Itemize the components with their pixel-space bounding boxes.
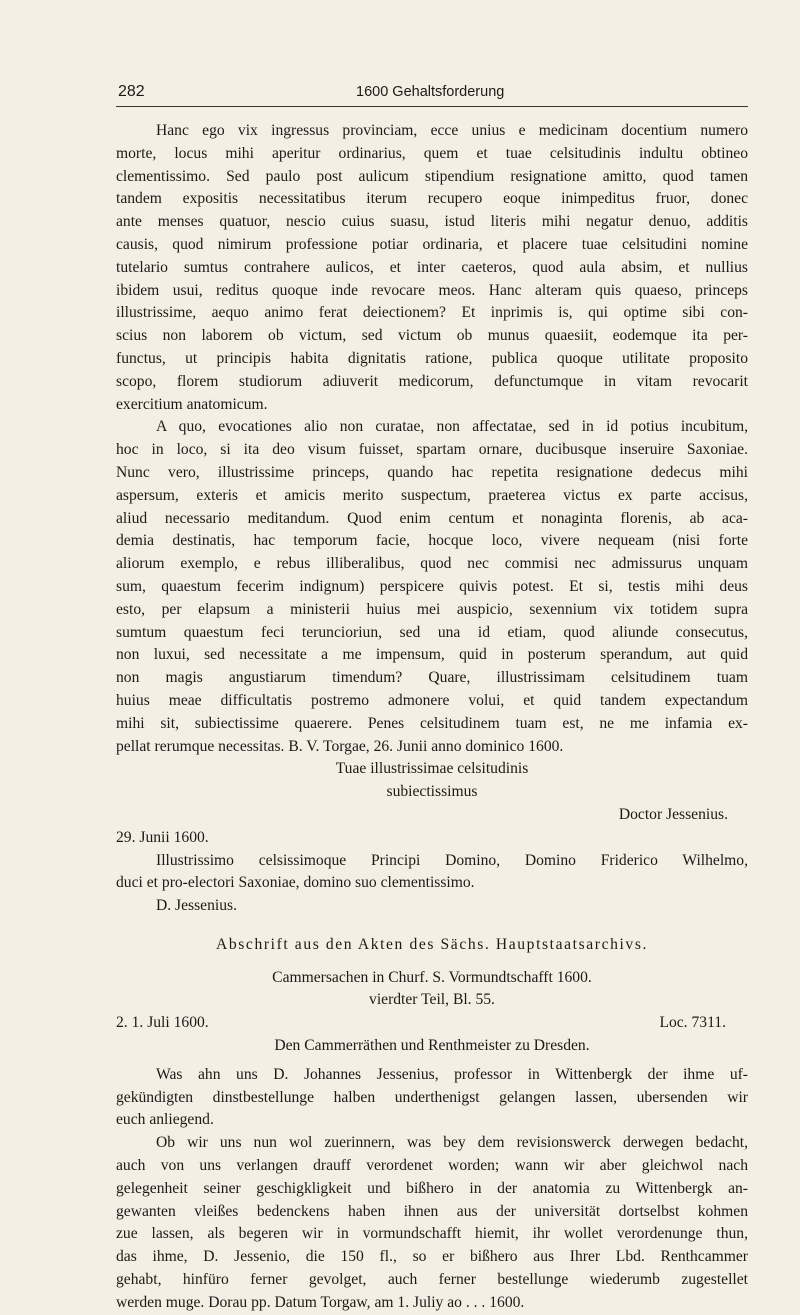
text-line: tandem expositis necessitatibus iterum recupero eoque inimpeditus fruor, donec xyxy=(116,190,748,208)
text-line: causis, quod nimirum professione potiar ordinaria, et placere tuae celsitudini nomine xyxy=(116,235,748,253)
text-line: ante menses quatuor, nescio cuius suasu, istud literis mihi negatur denuo, additis xyxy=(116,213,748,231)
german-paragraph-1 xyxy=(116,1064,748,1132)
text-line: exercitium anatomicum. xyxy=(116,395,268,413)
archive-folio: vierdter Teil, Bl. 55. xyxy=(369,991,495,1009)
text-line: Ob wir uns nun wol zuerinnern, was bey dem revisionswerck derwegen bedacht, xyxy=(156,1134,748,1152)
postscript-date: 29. Junii 1600. xyxy=(116,828,209,846)
text-line: Was ahn uns D. Johannes Jessenius, professor in Wittenbergk der ihme uf- xyxy=(156,1065,748,1083)
text-line: auch von uns verlangen drauff verordenet worden; wann wir aber gleichwol nach xyxy=(116,1157,748,1175)
text-line: sumtum quaestum feci teruncioriun, sed una id etiam, quod aliunde consecutus, xyxy=(116,623,748,641)
text-line: A quo, evocationes alio non curatae, non affectatae, sed in id potius incubitum, xyxy=(156,418,748,436)
text-line: Hanc ego vix ingressus provinciam, ecce unius e medicinam docentium numero xyxy=(156,122,748,139)
text-line: tutelario sumtus contrahere aulicos, et inter caeteros, quod aula absim, et nullius xyxy=(116,258,748,276)
text-line: sum, quaestum fecerim indignum) perspicere quivis potest. Et si, testis mihi deus xyxy=(116,577,748,595)
postscript-signature: D. Jessenius. xyxy=(156,897,237,915)
text-line: illustrissime, aequo animo ferat deiectionem? Et inprimis is, qui optime sibi con- xyxy=(116,304,748,322)
text-line: gelegenheit seiner geschigkligkeit und bißhero in der anatomia zu Wittenbergk an- xyxy=(116,1179,748,1197)
text-line: clementissimo. Sed paulo post aulicum stipendium resignatione amitto, quod tamen xyxy=(116,167,748,185)
text-line: gekündigten dinstbestellunge halben underthenigst gelangen lassen, ubersenden wir xyxy=(116,1088,748,1106)
letter-paragraph-1 xyxy=(116,120,748,416)
text-line: werden muge. Dorau pp. Datum Torgaw, am 1. Juliy ao . . . 1600. xyxy=(116,1293,525,1311)
text-line: das ihme, D. Jessenio, die 150 fl., so er bißhero aus Ihrer Lbd. Renthcammer xyxy=(116,1248,748,1266)
closing-formula: Tuae illustrissimae celsitudinis xyxy=(335,760,529,778)
text-line: huius meae difficultatis postremo admonere volui, et quid tandem expectandum xyxy=(116,691,748,709)
text-line: esto, per elapsum a ministerii huius mei auspicio, sexennium vix totidem supra xyxy=(116,600,748,618)
archive-heading: Abschrift aus den Akten des Sächs. Hauptstaatsarchivs. xyxy=(216,935,648,953)
text-line: non luxui, sed necessitate a me impensum, quid in posterum sperandum, aut quid xyxy=(116,646,748,664)
running-title: 1600 Gehaltsforderung xyxy=(356,84,505,100)
text-line: hoc in loco, si ita deo visum fuisset, spartam ornare, ducibusque inseruire Saxoniae. xyxy=(116,441,748,459)
text-line: aspersum, exteris et amicis merito suspectum, praeterea victus ex parte accisus, xyxy=(116,486,748,504)
archive-date-row xyxy=(116,1012,748,1035)
text-line: scopo, florem studiorum adiuverit medicorum, defunctumque in vitam revocarit xyxy=(116,372,748,390)
letter-paragraph-2 xyxy=(116,416,748,758)
text-line: morte, locus mihi aperitur ordinarius, quem et tuae celsitudinis indultu obtineo xyxy=(116,144,748,162)
text-line: gehabt, hinfüro ferner gevolget, auch ferner bestellunge wiederumb zugestellet xyxy=(116,1271,748,1289)
page-body xyxy=(116,120,748,1315)
archive-date: 2. 1. Juli 1600. xyxy=(116,1014,209,1032)
text-line: ibidem usui, reditus quoque inde revocare meos. Hanc alteram quis quaeso, princeps xyxy=(116,281,748,299)
text-line: Nunc vero, illustrissime princeps, quando hac repetita resignatione dedecus mihi xyxy=(116,463,748,481)
text-line: functus, ut principis habita dignitatis ratione, publica quoque utilitate proposito xyxy=(116,349,748,367)
german-paragraph-2 xyxy=(116,1132,748,1314)
page-header xyxy=(116,82,748,107)
postscript-address-line: Illustrissimo celsissimoque Principi Domino, Domino Friderico Wilhelmo, xyxy=(156,851,748,869)
archive-subheading: Cammersachen in Churf. S. Vormundtschafft 1600. xyxy=(272,968,592,986)
archive-locator: Loc. 7311. xyxy=(659,1014,726,1032)
text-line: scius non laborem ob victum, sed victum ob munus quaesiit, eodemque ita per- xyxy=(116,327,748,345)
text-line: zue lassen, als begeren wir in vormundschafft hiemit, ihr wollet verordenunge thun, xyxy=(116,1225,748,1243)
text-line: mihi sit, subiectissime quaerere. Penes celsitudinem tuam est, ne me infamia ex- xyxy=(116,714,748,732)
closing-subscription: subiectissimus xyxy=(386,783,478,801)
archive-addressee: Den Cammerräthen und Renthmeister zu Dresden. xyxy=(274,1037,590,1055)
text-line: aliud necessario meditandum. Quod enim centum et nonaginta florenis, ab aca- xyxy=(116,509,748,527)
closing-signature: Doctor Jessenius. xyxy=(618,805,728,823)
text-line: euch anliegend. xyxy=(116,1111,214,1129)
text-line: non magis angustiarum timendum? Quare, illustrissimam celsitudinem tuam xyxy=(116,669,748,687)
text-line: aliorum exemplo, e rebus illiberalibus, quod nec commisi nec admissurus unquam xyxy=(116,555,748,573)
text-line: pellat rerumque necessitas. B. V. Torgae, 26. Junii anno dominico 1600. xyxy=(116,737,564,755)
page-number: 282 xyxy=(118,83,145,100)
text-line: demia destinatis, hac temporum facie, hocque loco, vivere nequeam (nisi forte xyxy=(116,532,748,550)
text-line: gewanten vleißes bedenckens haben ihnen aus der universität dortselbst kohmen xyxy=(116,1202,748,1220)
postscript-address-line: duci et pro-electori Saxoniae, domino suo clementissimo. xyxy=(116,874,475,892)
